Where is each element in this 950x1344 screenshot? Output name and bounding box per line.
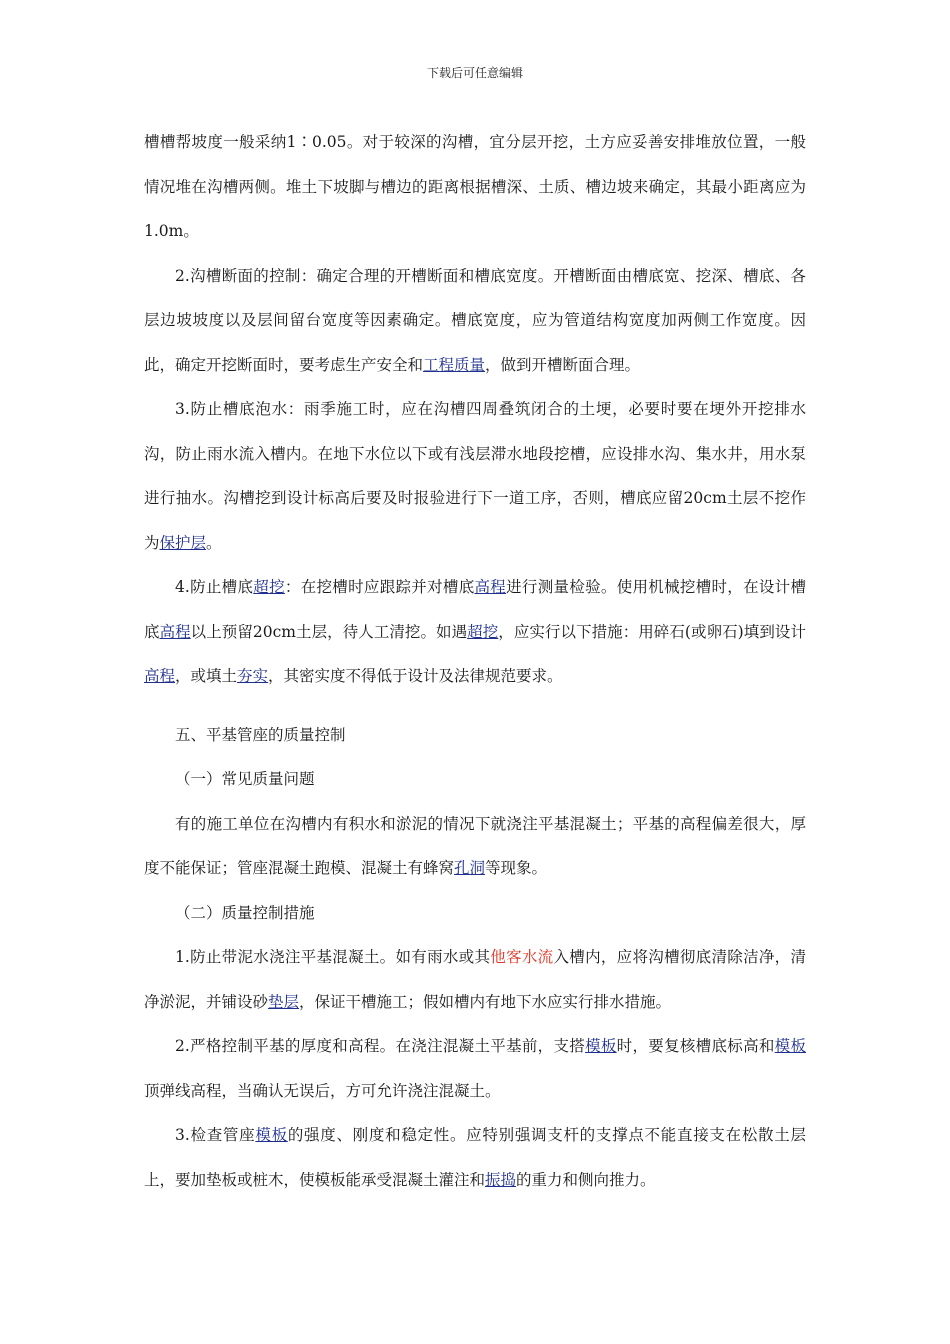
section-heading-5: 五、平基管座的质量控制 — [175, 725, 346, 744]
paragraph-trench-section — [144, 254, 806, 388]
link-overexcavation[interactable]: 超挖 — [253, 578, 285, 596]
text-run: 。 — [206, 533, 222, 552]
link-formwork[interactable]: 模板 — [255, 1126, 288, 1144]
paragraph-prevent-flooding — [144, 387, 806, 565]
paragraph-common-problems — [144, 802, 806, 891]
link-compaction[interactable]: 夯实 — [237, 667, 269, 685]
paragraph-control-thickness — [144, 1024, 806, 1113]
text-run: ，做到开槽断面合理。 — [485, 355, 641, 374]
text-run: ，或填土 — [175, 667, 238, 685]
text-run: 等现象。 — [485, 859, 548, 877]
paragraph-check-formwork — [144, 1113, 806, 1202]
link-elevation[interactable]: 高程 — [144, 667, 176, 685]
link-elevation[interactable]: 高程 — [159, 622, 191, 641]
text-run: 进行测量检验。使用机械挖槽时，在设计槽底 — [144, 578, 806, 641]
text-run: 槽槽帮坡度一般采纳1∶0.05。对于较深的沟槽，宜分层开挖，土方应妥善安排堆放位置，一般情况堆在沟槽两侧。堆土下坡脚与槽边的距离根据槽深、土质、槽边坡来确定，其最小距离应为1.0m。 — [144, 133, 806, 240]
text-run: 3.检查管座 — [175, 1126, 256, 1144]
text-run: 2.严格控制平基的厚度和高程。在浇注混凝土平基前，支搭 — [175, 1037, 586, 1055]
subsection-heading-common-problems: （一）常见质量问题 — [175, 770, 315, 788]
page-header: 下载后可任意编辑 — [426, 66, 523, 80]
link-overexcavation[interactable]: 超挖 — [467, 622, 499, 641]
link-formwork[interactable]: 模板 — [774, 1037, 806, 1055]
link-holes[interactable]: 孔洞 — [454, 859, 486, 877]
paragraph-prevent-overexcavation — [144, 565, 806, 699]
text-run: 以上预留20cm土层，待人工清挖。如遇 — [190, 622, 468, 641]
text-run: ，应实行以下措施：用碎石(或卵石)填到设计 — [498, 622, 806, 641]
text-run: 入槽内，应将沟槽彻底清除洁净，清净淤泥，并铺设砂 — [144, 948, 806, 1011]
link-engineering-quality[interactable]: 工程质量 — [423, 355, 486, 374]
text-run: 的强度、刚度和稳定性。应特别强调支杆的支撑点不能直接支在松散土层上，要加垫板或桩木，使模板能承受混凝土灌注和 — [144, 1126, 806, 1189]
link-protective-layer[interactable]: 保护层 — [159, 533, 207, 552]
link-elevation[interactable]: 高程 — [474, 578, 507, 596]
text-run: 的重力和侧向推力。 — [516, 1170, 656, 1189]
text-run: 4.防止槽底 — [175, 578, 254, 596]
text-run: 2.沟槽断面的控制：确定合理的开槽断面和槽底宽度。开槽断面由槽底宽、挖深、槽底、各层边坡坡度以及层间留台宽度等因素确定。槽底宽度，应为管道结构宽度加两侧工作宽度。因此，确定开挖断面时，要考虑生产安全和 — [144, 266, 806, 374]
text-run: 3.防止槽底泡水：雨季施工时，应在沟槽四周叠筑闭合的土埂，必要时要在埂外开挖排水沟，防止雨水流入槽内。在地下水位以下或有浅层滞水地段挖槽，应设排水沟、集水井，用水泵进行抽水。沟槽挖到设计标高后要及时报验进行下一道工序，否则，槽底应留20cm土层不挖作为 — [144, 400, 806, 552]
subsection-heading-control-measures: （二）质量控制措施 — [175, 903, 315, 922]
paragraph-slope — [144, 120, 806, 254]
text-run: ，其密实度不得低于设计及法律规范要求。 — [268, 667, 563, 685]
document-body — [144, 120, 806, 1202]
text-run: 1.防止带泥水浇注平基混凝土。如有雨水或其 — [175, 948, 491, 966]
paragraph-prevent-mud-pouring — [144, 935, 806, 1024]
link-cushion-layer[interactable]: 垫层 — [268, 992, 300, 1011]
text-run: ：在挖槽时应跟踪并对槽底 — [284, 578, 475, 596]
text-run: 有的施工单位在沟槽内有积水和淤泥的情况下就浇注平基混凝土；平基的高程偏差很大，厚度不能保证；管座混凝土跑模、混凝土有蜂窝 — [144, 814, 806, 877]
highlighted-text: 他客水流 — [490, 948, 554, 966]
text-run: 时，要复核槽底标高和 — [616, 1037, 775, 1055]
text-run: 顶弹线高程，当确认无误后，方可允许浇注混凝土。 — [144, 1081, 501, 1100]
text-run: ，保证干槽施工；假如槽内有地下水应实行排水措施。 — [299, 992, 672, 1011]
link-vibration[interactable]: 振捣 — [485, 1170, 517, 1189]
link-formwork[interactable]: 模板 — [585, 1037, 617, 1055]
